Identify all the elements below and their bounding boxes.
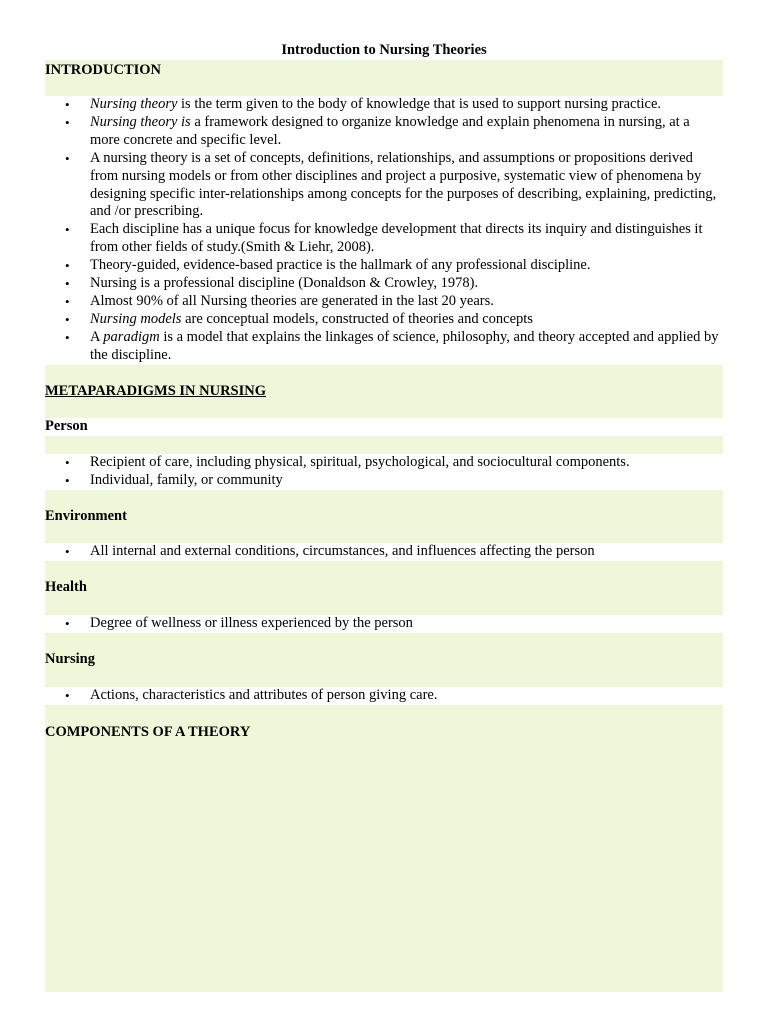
bullet-item: • All internal and external conditions, circumstances, and influences affecting the person — [45, 543, 723, 561]
bullet-term: Nursing theory is — [90, 113, 191, 130]
bullet-item: • Actions, characteristics and attributes of person giving care. — [45, 687, 723, 705]
document-title: Introduction to Nursing Theories — [281, 42, 487, 58]
environment-heading: Environment — [45, 508, 127, 524]
nursing-bullet-list — [45, 687, 723, 705]
person-bullet-list — [45, 454, 723, 490]
highlight-band — [45, 436, 723, 454]
intro-bullet-item — [45, 329, 723, 365]
metaparadigms-heading: METAPARADIGMS IN NURSING — [45, 383, 266, 399]
intro-bullet-item — [45, 293, 723, 311]
bullet-term: paradigm — [103, 328, 160, 345]
environment-bullet-list — [45, 543, 723, 561]
intro-heading: INTRODUCTION — [45, 62, 162, 78]
highlight-band — [45, 489, 723, 543]
highlight-band — [45, 633, 723, 687]
intro-bullet-item — [45, 114, 723, 150]
bullet-text: is the term given to the body of knowledge that is used to support nursing practice. — [177, 96, 662, 112]
components-heading: COMPONENTS OF A THEORY — [45, 724, 251, 740]
highlight-band — [45, 705, 723, 992]
intro-bullet-item — [45, 150, 723, 222]
bullet-item: • Recipient of care, including physical, spiritual, psychological, and sociocultural components. — [45, 454, 723, 472]
bullet-item: • Degree of wellness or illness experienced by the person — [45, 615, 723, 633]
bullet-text: A — [90, 328, 104, 345]
bullet-text: a framework designed to organize knowledge and explain phenomena in nursing, at a more concrete and specific level. — [90, 113, 690, 148]
intro-bullet-item — [45, 275, 723, 293]
bullet-text: Nursing is a professional discipline (Donaldson & Crowley, 1978). — [90, 275, 479, 292]
bullet-text: are conceptual models, constructed of theories and concepts — [181, 310, 533, 327]
health-bullet-list — [45, 615, 723, 633]
intro-bullet-item — [45, 257, 723, 275]
bullet-text: Theory-guided, evidence-based practice is the hallmark of any professional discipline. — [90, 257, 591, 274]
bullet-text: Almost 90% of all Nursing theories are generated in the last 20 years. — [90, 292, 494, 309]
bullet-term: Nursing theory — [90, 96, 178, 112]
bullet-text: is a model that explains the linkages of science, philosophy, and theory accepted and applied by the discipline. — [90, 328, 719, 363]
highlight-band — [45, 561, 723, 615]
person-heading: Person — [45, 418, 88, 434]
bullet-item: • Individual, family, or community — [45, 472, 723, 490]
intro-bullet-item — [45, 96, 723, 114]
bullet-term: Nursing models — [90, 310, 182, 327]
nursing-heading: Nursing — [45, 651, 95, 667]
bullet-text: A nursing theory is a set of concepts, definitions, relationships, and assumptions or propositions derived from nursing models or from other disciplines and project a purposive, systematic view of phenomena by designing specific inter-relationships among concepts for the purposes of describing, explaining, predicting, and /or prescribing. — [90, 149, 717, 220]
intro-bullet-list — [45, 96, 723, 365]
health-heading: Health — [45, 579, 87, 595]
intro-bullet-item — [45, 221, 723, 257]
bullet-text: Each discipline has a unique focus for knowledge development that directs its inquiry and distinguishes it from other fields of study.(Smith & Liehr, 2008). — [90, 221, 703, 256]
intro-bullet-item — [45, 311, 723, 329]
